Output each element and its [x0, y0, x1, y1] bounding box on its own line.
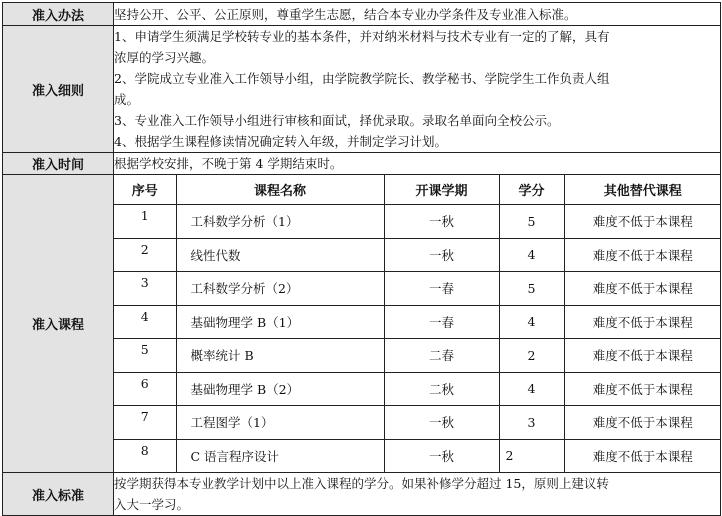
rules-content	[114, 26, 721, 153]
course-semester: 一秋	[384, 406, 499, 440]
rules-line-5: 3、专业准入工作领导小组进行审核和面试，择优录取。录取名单面向全校公示。	[114, 113, 560, 128]
courses-table	[114, 175, 721, 472]
course-name: 线性代数	[176, 238, 384, 272]
rules-line-3: 2、学院成立专业准入工作领导小组，由学院教学院长、教学秘书、学院学生工作负责人组	[114, 71, 610, 86]
course-semester: 一秋	[384, 205, 499, 239]
course-alt: 难度不低于本课程	[564, 272, 721, 306]
course-no: 2	[114, 238, 176, 272]
course-semester: 一春	[384, 272, 499, 306]
time-row	[3, 153, 721, 175]
course-no: 4	[114, 305, 176, 339]
rules-line-6: 4、根据学生课程修读情况确定转入年级，并制定学习计划。	[114, 134, 447, 149]
course-name: C 语言程序设计	[176, 439, 384, 472]
header-semester: 开课学期	[384, 175, 499, 205]
course-credit: 4	[499, 372, 564, 406]
course-credit: 5	[499, 205, 564, 239]
admission-requirements-page	[2, 2, 720, 516]
course-alt: 难度不低于本课程	[564, 406, 721, 440]
standard-line-2: 入大一学习。	[114, 497, 190, 512]
time-text: 根据学校安排，不晚于第 4 学期结束时。	[114, 153, 721, 175]
course-name: 工科数学分析（1）	[176, 205, 384, 239]
course-credit: 5	[499, 272, 564, 306]
table-row	[114, 406, 721, 440]
course-no: 1	[114, 205, 176, 239]
table-row	[114, 205, 721, 239]
course-name: 基础物理学 B（1）	[176, 305, 384, 339]
course-no: 5	[114, 339, 176, 373]
course-name: 基础物理学 B（2）	[176, 372, 384, 406]
course-name: 工科数学分析（2）	[176, 272, 384, 306]
course-credit: 4	[499, 305, 564, 339]
standard-line-1: 按学期获得本专业教学计划中以上准入课程的学分。如果补修学分超过 15，原则上建议转	[114, 476, 609, 491]
header-name: 课程名称	[176, 175, 384, 205]
course-name: 工程图学（1）	[176, 406, 384, 440]
standard-row	[3, 473, 721, 516]
course-no: 6	[114, 372, 176, 406]
table-row	[114, 339, 721, 373]
standard-label: 准入标准	[3, 473, 114, 516]
admission-table	[2, 2, 721, 516]
header-alt: 其他替代课程	[564, 175, 721, 205]
table-row	[114, 238, 721, 272]
rules-line-2: 浓厚的学习兴趣。	[114, 50, 215, 65]
course-semester: 一秋	[384, 439, 499, 472]
method-label: 准入办法	[3, 3, 114, 26]
course-alt: 难度不低于本课程	[564, 205, 721, 239]
rules-line-4: 成。	[114, 92, 140, 107]
courses-cell	[114, 175, 721, 473]
course-alt: 难度不低于本课程	[564, 439, 721, 472]
course-semester: 二春	[384, 339, 499, 373]
time-label: 准入时间	[3, 153, 114, 175]
table-row	[114, 439, 721, 472]
method-row	[3, 3, 721, 26]
course-semester: 一春	[384, 305, 499, 339]
rules-label: 准入细则	[3, 26, 114, 153]
rules-line-1: 1、申请学生须满足学校转专业的基本条件，并对纳米材料与技术专业有一定的了解，具有	[114, 29, 610, 44]
course-alt: 难度不低于本课程	[564, 339, 721, 373]
method-text: 坚持公开、公平、公正原则，尊重学生志愿，结合本专业办学条件及专业准入标准。	[114, 3, 721, 26]
header-credit: 学分	[499, 175, 564, 205]
course-no: 7	[114, 406, 176, 440]
course-alt: 难度不低于本课程	[564, 238, 721, 272]
course-no: 3	[114, 272, 176, 306]
course-credit: 4	[499, 238, 564, 272]
course-semester: 二秋	[384, 372, 499, 406]
table-row	[114, 305, 721, 339]
header-no: 序号	[114, 175, 176, 205]
table-row	[114, 272, 721, 306]
course-semester: 一秋	[384, 238, 499, 272]
courses-header-row	[114, 175, 721, 205]
course-credit: 2	[499, 439, 564, 472]
standard-content	[114, 473, 721, 516]
table-row	[114, 372, 721, 406]
courses-label: 准入课程	[3, 175, 114, 473]
rules-row	[3, 26, 721, 153]
course-name: 概率统计 B	[176, 339, 384, 373]
courses-row	[3, 175, 721, 473]
course-credit: 2	[499, 339, 564, 373]
course-credit: 3	[499, 406, 564, 440]
course-no: 8	[114, 439, 176, 472]
course-alt: 难度不低于本课程	[564, 305, 721, 339]
course-alt: 难度不低于本课程	[564, 372, 721, 406]
